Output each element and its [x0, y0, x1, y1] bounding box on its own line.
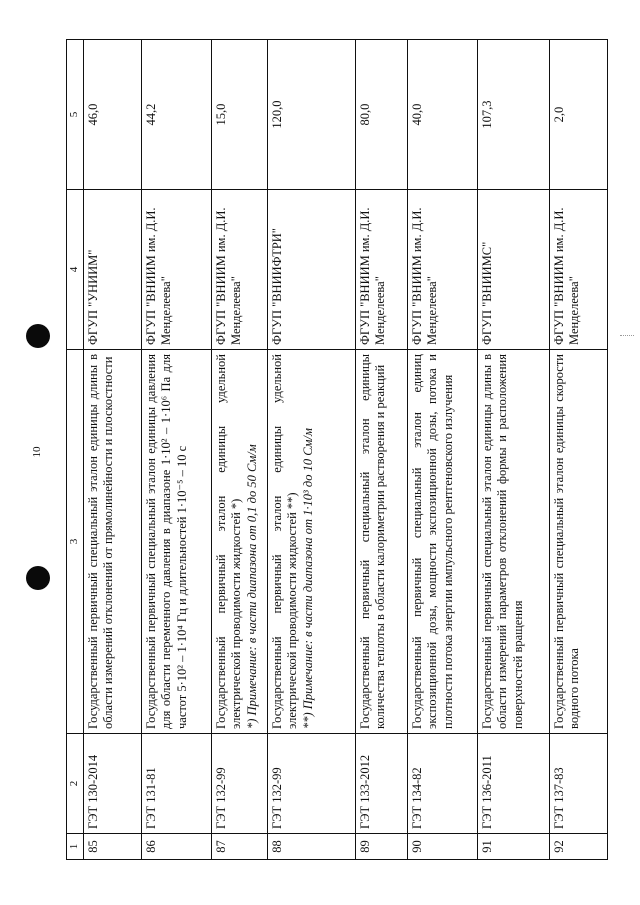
standard-code: ГЭТ 131-81	[142, 734, 212, 834]
value: 44,2	[142, 40, 212, 190]
row-number: 87	[212, 834, 268, 860]
description-note: *) Примечание: в части диапазона от 0,1 до 50 См/м	[244, 444, 259, 729]
standard-code: ГЭТ 130-2014	[84, 734, 142, 834]
description-text: Государственный первичный специальный эталон единицы количества теплоты в области калориметрии растворения и реакций	[358, 354, 388, 729]
value: 120,0	[268, 40, 356, 190]
description-text: Государственный первичный специальный эталон единицы длины в области измерений параметров отклонений формы и расположения поверхностей вращения	[480, 354, 525, 729]
row-number: 90	[408, 834, 478, 860]
column-header: 5	[67, 40, 84, 190]
value: 2,0	[550, 40, 608, 190]
table-row	[408, 40, 478, 860]
row-number: 89	[356, 834, 408, 860]
description-text: Государственный первичный специальный эталон единиц экспозиционной дозы, мощности экспозиционной дозы, потока и плотности потока энергии импульсного рентгеновского излучения	[410, 354, 455, 729]
column-header: 1	[67, 834, 84, 860]
standard-description	[408, 350, 478, 734]
row-number: 92	[550, 834, 608, 860]
column-header: 2	[67, 734, 84, 834]
value: 15,0	[212, 40, 268, 190]
column-header: 4	[67, 190, 84, 350]
standard-description	[268, 350, 356, 734]
value: 40,0	[408, 40, 478, 190]
standard-code: ГЭТ 132-99	[268, 734, 356, 834]
punch-hole	[26, 324, 50, 348]
description-text: Государственный первичный эталон единицы удельной электрической проводимости жидкостей **)	[270, 354, 300, 729]
table-row	[550, 40, 608, 860]
standard-description	[142, 350, 212, 734]
value: 80,0	[356, 40, 408, 190]
organization: ФГУП "ВНИИМ им. Д.И. Менделеева"	[550, 190, 608, 350]
standard-description	[356, 350, 408, 734]
table-row	[212, 40, 268, 860]
row-number: 88	[268, 834, 356, 860]
organization: ФГУП "ВНИИМ им. Д.И. Менделеева"	[142, 190, 212, 350]
standards-table	[66, 39, 608, 860]
organization: ФГУП "ВНИИМ им. Д.И. Менделеева"	[356, 190, 408, 350]
table-row	[84, 40, 142, 860]
description-text: Государственный первичный специальный эталон единицы давления для области переменного давления в диапазоне 1·10² – 1·10⁶ Па для частот 5·10² – 1·10⁴ Гц и длительностей 1·10⁻⁵ – 10 с	[144, 354, 189, 729]
description-text: Государственный первичный эталон единицы удельной электрической проводимости жидкостей *)	[214, 354, 244, 729]
value: 107,3	[478, 40, 550, 190]
description-note: **) Примечание: в части диапазона от 1·10³ до 10 См/м	[300, 428, 315, 729]
table-row	[142, 40, 212, 860]
row-number: 91	[478, 834, 550, 860]
standard-code: ГЭТ 132-99	[212, 734, 268, 834]
standard-description	[478, 350, 550, 734]
column-header: 3	[67, 350, 84, 734]
value: 46,0	[84, 40, 142, 190]
rotated-table-area	[66, 40, 606, 860]
standard-description	[212, 350, 268, 734]
row-number: 86	[142, 834, 212, 860]
table-row	[356, 40, 408, 860]
description-text: Государственный первичный специальный эталон единицы скорости водного потока	[552, 354, 582, 729]
table-row	[478, 40, 550, 860]
header-row	[67, 40, 84, 860]
standard-code: ГЭТ 134-82	[408, 734, 478, 834]
description-text: Государственный первичный специальный эталон единицы длины в области измерений отклонений от прямолинейности и плоскостности	[86, 354, 116, 729]
standard-code: ГЭТ 136-2011	[478, 734, 550, 834]
standard-code: ГЭТ 133-2012	[356, 734, 408, 834]
organization: ФГУП "ВНИИФТРИ"	[268, 190, 356, 350]
standard-code: ГЭТ 137-83	[550, 734, 608, 834]
page-number: 10	[31, 446, 43, 458]
organization: ФГУП "ВНИИМ им. Д.И. Менделеева"	[212, 190, 268, 350]
margin-mark	[620, 335, 634, 336]
table-row	[268, 40, 356, 860]
organization: ФГУП "ВНИИМС"	[478, 190, 550, 350]
standard-description	[84, 350, 142, 734]
row-number: 85	[84, 834, 142, 860]
organization: ФГУП "ВНИИМ им. Д.И. Менделеева"	[408, 190, 478, 350]
organization: ФГУП "УНИИМ"	[84, 190, 142, 350]
standard-description	[550, 350, 608, 734]
punch-hole	[26, 566, 50, 590]
